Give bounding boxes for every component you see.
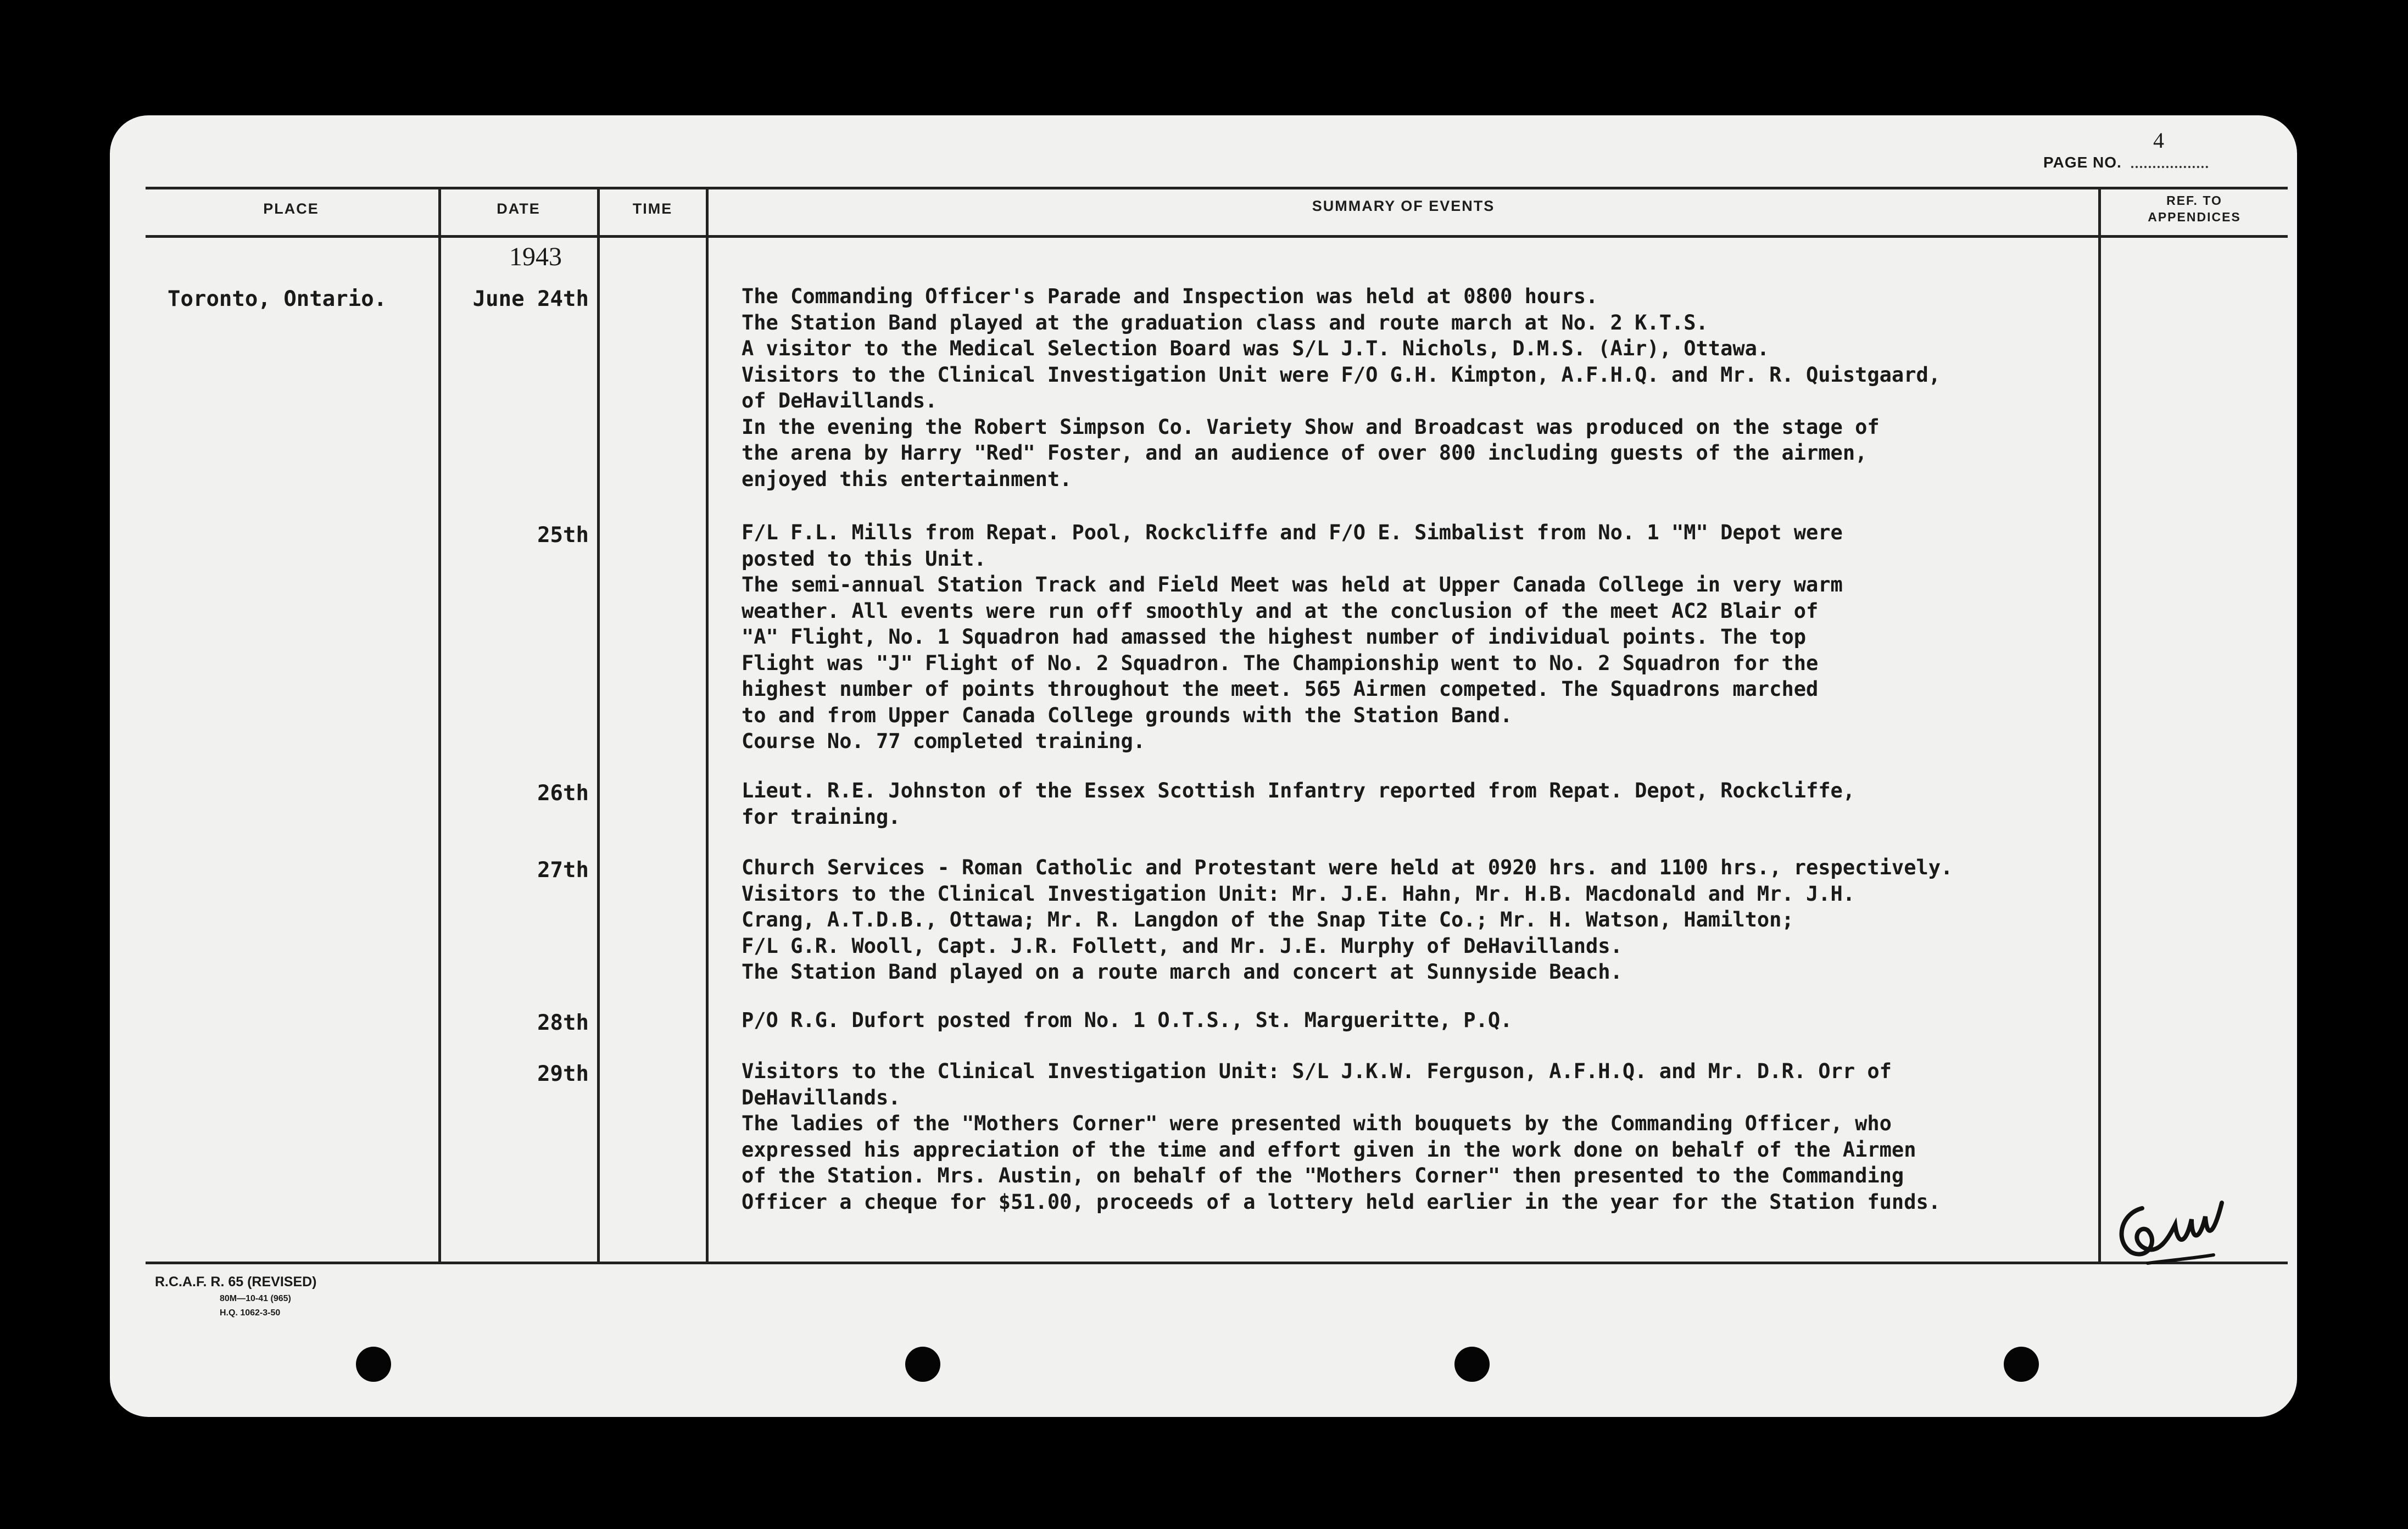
binder-hole [2004, 1347, 2039, 1382]
entry-summary: Visitors to the Clinical Investigation Unit: S/L J.K.W. Ferguson, A.F.H.Q. and Mr. D.R. Orr of DeHavillands. The ladies of the "Mothers Corner" were presented with bouquets by the Commanding Officer, who expressed his appreciation of the time and effort given in the work done on behalf of the Airmen of the Station. Mrs. Austin, on behalf of the "Mothers Corner" then presented to the Commanding Officer a cheque for $51.00, proceeds of a lottery held earlier in the year for the Station funds. [742, 1059, 1941, 1214]
entry-summary: P/O R.G. Dufort posted from No. 1 O.T.S., St. Margueritte, P.Q. [742, 1008, 1513, 1032]
entry-summary: Church Services - Roman Catholic and Protestant were held at 0920 hrs. and 1100 hrs., respectively. Visitors to the Clinical Investigation Unit: Mr. J.E. Hahn, Mr. H.B. Macdonald and Mr. J.H. Crang, A.T.D.B., Ottawa; Mr. R. Langdon of the Snap Tite Co.; Mr. H. Watson, Hamilton; F/L G.R. Wooll, Capt. J.R. Follett, and Mr. J.E. Murphy of DeHavillands. The Station Band played on a route march and concert at Sunnyside Beach. [742, 856, 1953, 984]
handwritten-initials-icon [2109, 1186, 2252, 1274]
entry-year: 1943 [509, 242, 562, 271]
entry-date: 28th [537, 1011, 589, 1035]
entry-date: 26th [537, 781, 589, 806]
entry-place: Toronto, Ontario. [168, 287, 387, 311]
binder-hole [905, 1347, 940, 1382]
header-bottom-rule [146, 235, 2288, 238]
entry-date: June 24th [472, 287, 589, 311]
entry-date: 27th [537, 858, 589, 883]
binder-hole [356, 1347, 391, 1382]
entry-date: 25th [537, 523, 589, 548]
form-hq-line: H.Q. 1062-3-50 [220, 1308, 281, 1318]
form-print-line: 80M—10-41 (965) [220, 1294, 291, 1303]
binder-hole [1454, 1347, 1490, 1382]
divider-time-summary [706, 187, 709, 1264]
header-ref-appendices: REF. TO APPENDICES [2148, 193, 2241, 224]
page-number-label: PAGE NO. [2043, 154, 2122, 171]
page-number-dots [2131, 166, 2208, 168]
header-summary: SUMMARY OF EVENTS [1312, 198, 1495, 214]
entry-date: 29th [537, 1062, 589, 1086]
divider-date-time [597, 187, 600, 1264]
entry-summary: The Commanding Officer's Parade and Inspection was held at 0800 hours. The Station Band played at the graduation class and route march at No. 2 K.T.S. A visitor to the Medical Selection Board was S/L J.T. Nichols, D.M.S. (Air), Ottawa. Visitors to the Clinical Investigation Unit were F/O G.H. Kimpton, A.F.H.Q. and Mr. R. Quistgaard, of DeHavillands. In the evening the Robert Simpson Co. Variety Show and Broadcast was produced on the stage of the arena by Harry "Red" Foster, and an audience of over 800 including guests of the airmen, enjoyed this entertainment. [742, 284, 1941, 491]
page-number-value: 4 [2153, 128, 2164, 153]
header-place: PLACE [263, 200, 319, 217]
header-top-rule [146, 187, 2288, 189]
footer-rule [146, 1262, 2288, 1264]
entry-summary: F/L F.L. Mills from Repat. Pool, Rockcliffe and F/O E. Simbalist from No. 1 "M" Depot were posted to this Unit. The semi-annual Station Track and Field Meet was held at Upper Canada College in very warm weather. All events were run off smoothly and at the conclusion of the meet AC2 Blair of "A" Flight, No. 1 Squadron had amassed the highest number of individual points. The top Flight was "J" Flight of No. 2 Squadron. The Championship went to No. 2 Squadron for the highest number of points throughout the meet. 565 Airmen competed. The Squadrons marched to and from Upper Canada College grounds with the Station Band. Course No. 77 completed training. [742, 521, 1843, 753]
header-date: DATE [497, 200, 540, 217]
divider-place-date [438, 187, 441, 1264]
diary-sheet [110, 115, 2297, 1417]
form-number: R.C.A.F. R. 65 (REVISED) [155, 1274, 317, 1290]
entry-summary: Lieut. R.E. Johnston of the Essex Scottish Infantry reported from Repat. Depot, Rockcliffe, for training. [742, 779, 1855, 829]
header-time: TIME [632, 200, 673, 217]
